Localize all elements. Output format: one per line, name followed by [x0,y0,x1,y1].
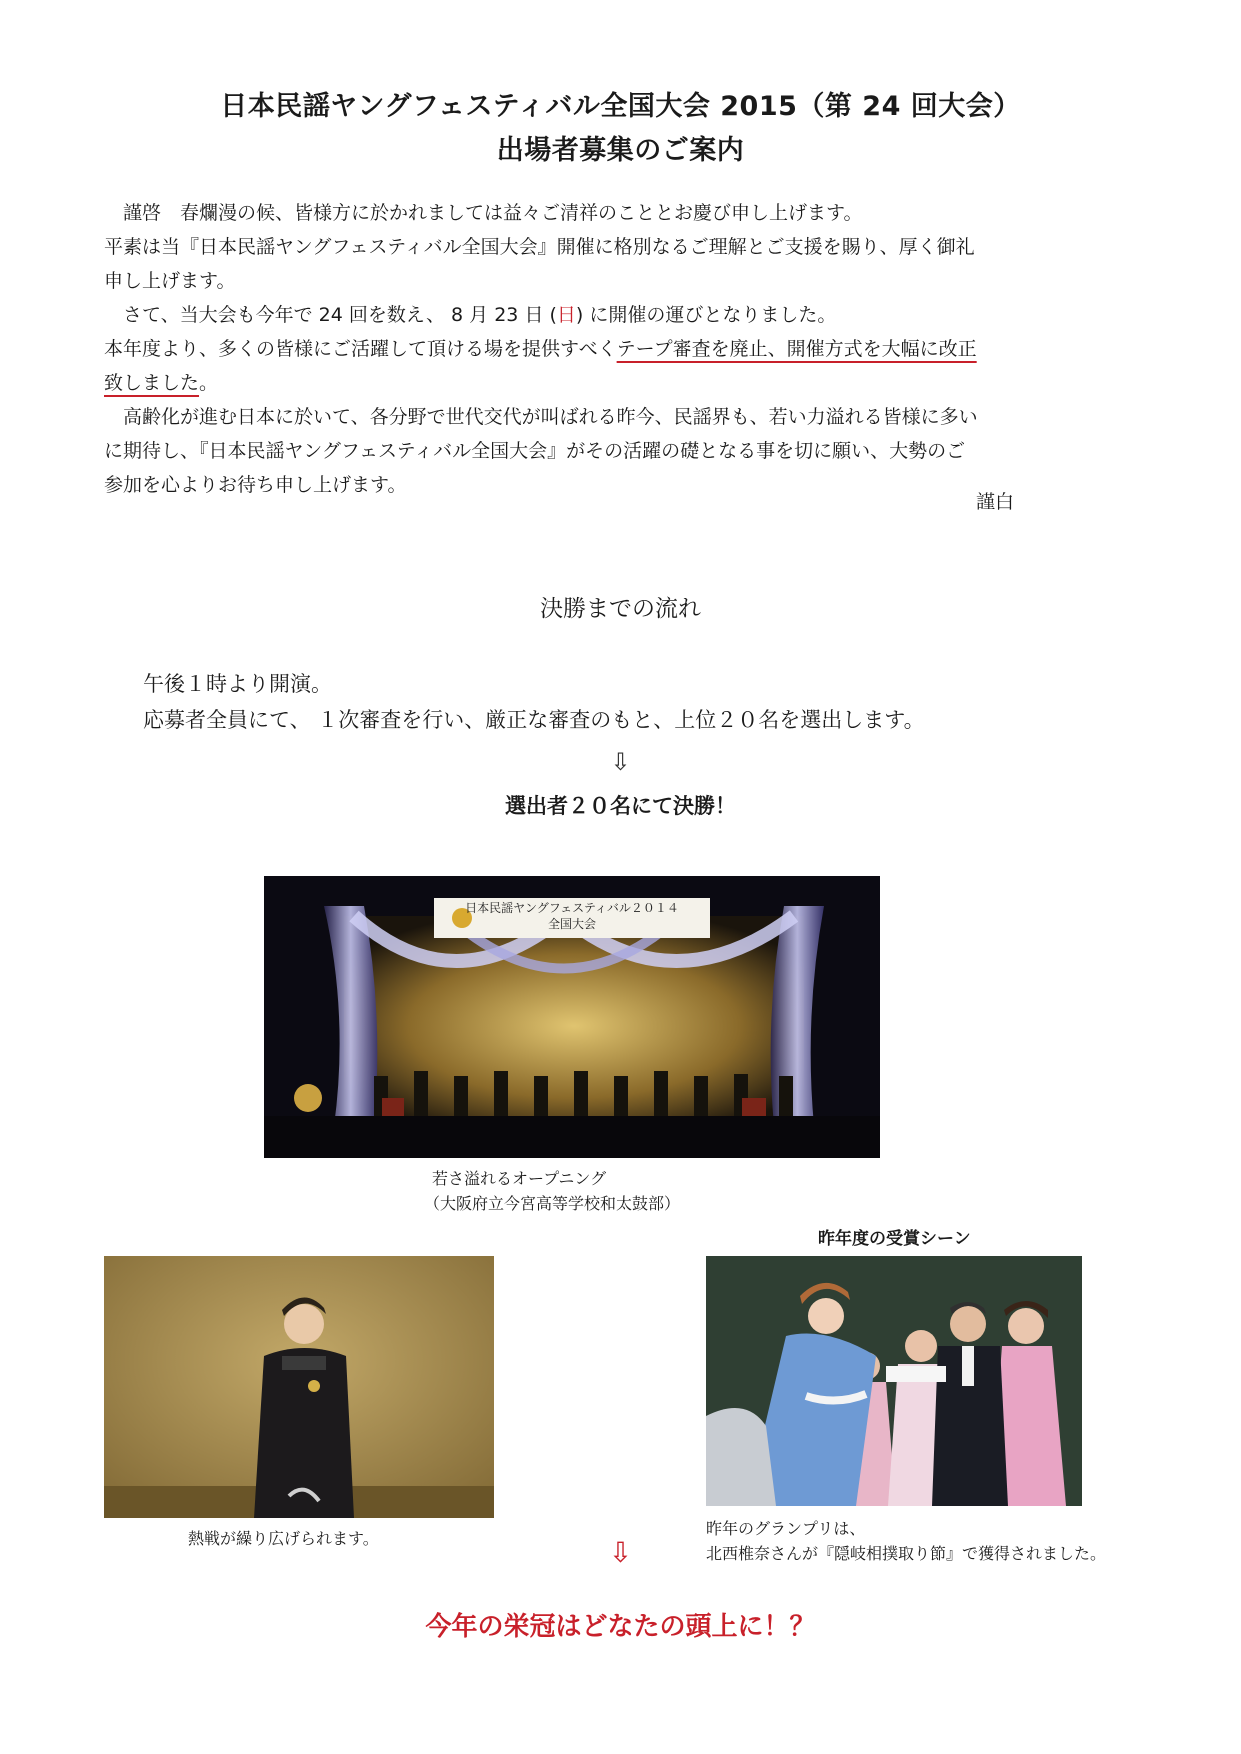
singer-photo [104,1256,494,1518]
down-arrow-icon: ⇩ [610,748,631,776]
intro-line: に期待し、『日本民謡ヤングフェスティバル全国大会』がその活躍の礎となる事を切に願い、大勢のご [104,440,966,462]
intro-date-text-end: ) に開催の運びとなりました。 [575,304,837,326]
closing-salutation: 謹白 [976,491,1015,513]
intro-line [104,332,1064,366]
intro-text [104,196,1064,502]
intro-line [104,366,1064,400]
banner-text [434,900,710,932]
banner-line-1: 日本民謡ヤングフェスティバル２０１４ [465,901,679,915]
flow-heading: 決勝までの流れ [540,596,701,622]
tape-abolished-highlight: テープ審査を廃止、開催方式を大幅に改正 [616,338,977,360]
award-caption-2: 北西椎奈さんが『隠岐相撲取り節』で獲得されました。 [706,1544,1107,1563]
award-caption-1: 昨年のグランプリは、 [706,1519,866,1538]
flow-line-2: 応募者全員にて、 １次審査を行い、厳正な審査のもと、上位２０名を選出します。 [143,708,925,732]
intro-line: 謹啓 春爛漫の候、皆様方に於かれましては益々ご清祥のこととお慶び申し上げます。 [104,202,863,224]
stage-caption-1: 若さ溢れるオープニング [432,1169,607,1188]
award-photo [706,1256,1082,1506]
closing-tagline: 今年の栄冠はどなたの頭上に！？ [425,1612,816,1642]
banner-line-2: 全国大会 [547,917,596,931]
intro-period: 。 [199,372,219,394]
stage-caption-2: （大阪府立今宮高等学校和太鼓部） [424,1194,681,1213]
down-arrow-red-icon: ⇩ [608,1536,633,1569]
award-heading: 昨年度の受賞シーン [818,1229,971,1249]
flow-line-1: 午後１時より開演。 [143,672,332,696]
page-title: 日本民謡ヤングフェスティバル全国大会 2015（第 24 回大会） [220,91,1021,122]
revision-highlight: 致しました [104,372,200,394]
singer-caption: 熱戦が繰り広げられます。 [188,1529,379,1548]
intro-line: 申し上げます。 [104,270,236,292]
award-illustration [706,1256,1082,1506]
intro-line: 平素は当『日本民謡ヤングフェスティバル全国大会』開催に格別なるご理解とご支援を賜り、厚く御礼 [104,236,975,258]
intro-line [104,298,1064,332]
stage-photo [264,876,880,1158]
intro-line: 高齢化が進む日本に於いて、各分野で世代交代が叫ばれる昨今、民謡界も、若い力溢れる皆様に多い [104,406,978,428]
intro-line: 参加を心よりお待ち申し上げます。 [104,474,407,496]
intro-date-text: さて、当大会も今年で 24 回を数え、 8 月 23 日 ( [104,304,557,326]
intro-change-text: 本年度より、多くの皆様にご活躍して頂ける場を提供すべく [104,338,617,360]
sunday-highlight: 日 [556,304,576,326]
page-subtitle: 出場者募集のご案内 [496,135,745,166]
final-text: 選出者２０名にて決勝！ [505,794,736,818]
singer-illustration [104,1256,494,1518]
